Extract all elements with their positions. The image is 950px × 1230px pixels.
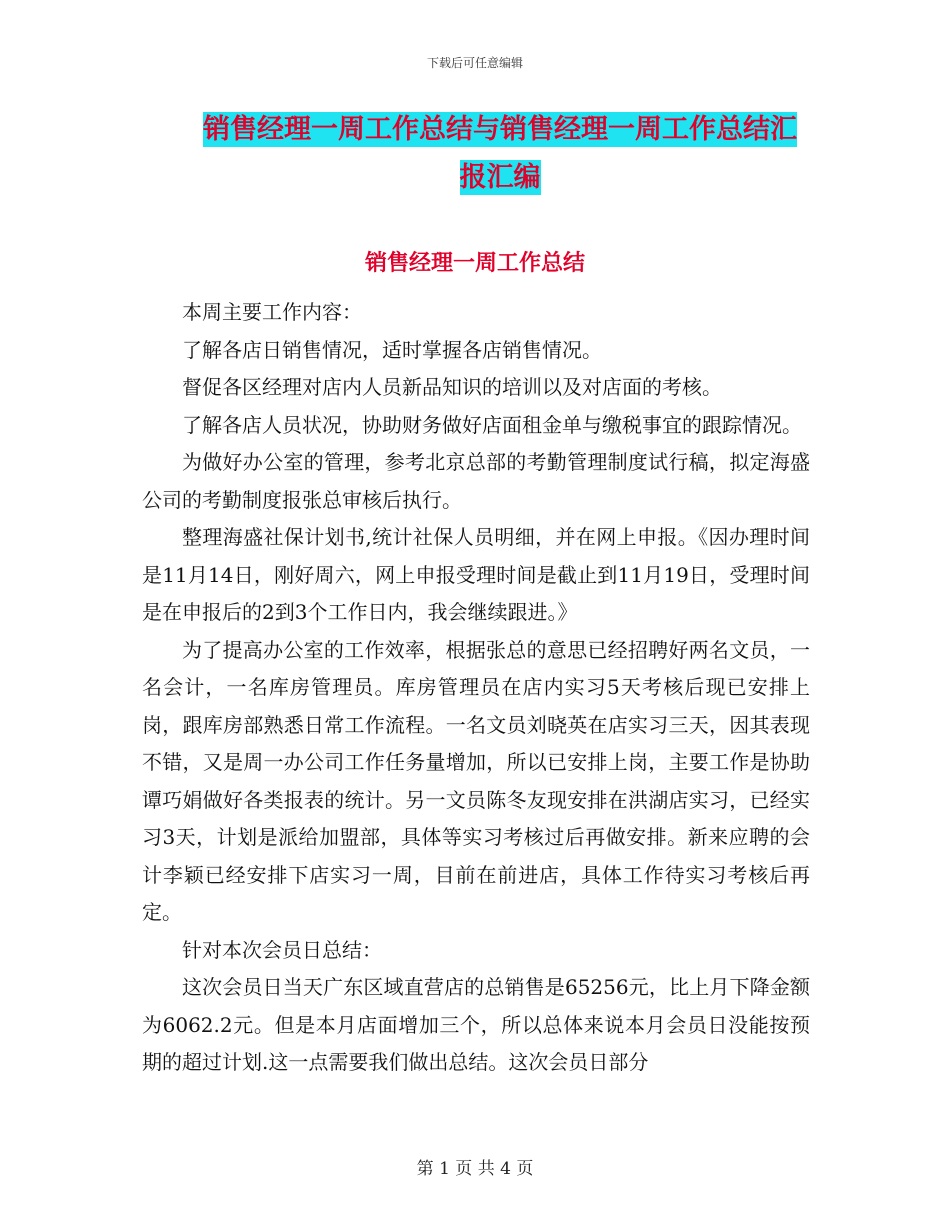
page-number: 第 1 页 共 4 页 bbox=[416, 1159, 534, 1179]
paragraph: 整理海盛社保计划书,统计社保人员明细，并在网上申报。《因办理时间是11月14日，刚好周六，网上申报受理时间是截止到11月19日，受理时间是在申报后的2到3个工作日内，我会继续跟进。》 bbox=[142, 525, 810, 624]
paragraph: 了解各店人员状况，协助财务做好店面租金单与缴税事宜的跟踪情况。 bbox=[182, 412, 802, 437]
section-title: 销售经理一周工作总结 bbox=[364, 251, 585, 276]
document-title bbox=[190, 106, 810, 202]
paragraph: 本周主要工作内容： bbox=[182, 300, 362, 324]
paragraph: 这次会员日当天广东区域直营店的总销售是65256元，比上月下降金额为6062.2元。但是本月店面增加三个，所以总体来说本月会员日没能按预期的超过计划.这一点需要我们做出总结。这次会员日部分 bbox=[142, 975, 810, 1074]
paragraph: 为做好办公室的管理，参考北京总部的考勤管理制度试行稿，拟定海盛公司的考勤制度报张总审核后执行。 bbox=[142, 450, 810, 512]
header-note: 下载后可任意编辑 bbox=[426, 56, 523, 70]
paragraph: 督促各区经理对店内人员新品知识的培训以及对店面的考核。 bbox=[182, 375, 722, 399]
paragraph: 为了提高办公室的工作效率，根据张总的意思已经招聘好两名文员，一名会计，一名库房管理员。库房管理员在店内实习5天考核后现已安排上岗，跟库房部熟悉日常工作流程。一名文员刘晓英在店实习三天，因其表现不错，又是周一办公司工作任务量增加，所以已安排上岗，主要工作是协助谭巧娟做好各类报表的统计。另一文员陈冬友现安排在洪湖店实习，已经实习3天，计划是派给加盟部，具体等实习考核过后再做安排。新来应聘的会计李颖已经安排下店实习一周，目前在前进店，具体工作待实习考核后再定。 bbox=[142, 637, 810, 924]
document-title-text: 销售经理一周工作总结与销售经理一周工作总结汇报汇编 bbox=[203, 114, 797, 193]
paragraph: 针对本次会员日总结： bbox=[182, 937, 382, 962]
paragraph: 了解各店日销售情况，适时掌握各店销售情况。 bbox=[182, 337, 602, 362]
document-body bbox=[142, 294, 810, 1082]
